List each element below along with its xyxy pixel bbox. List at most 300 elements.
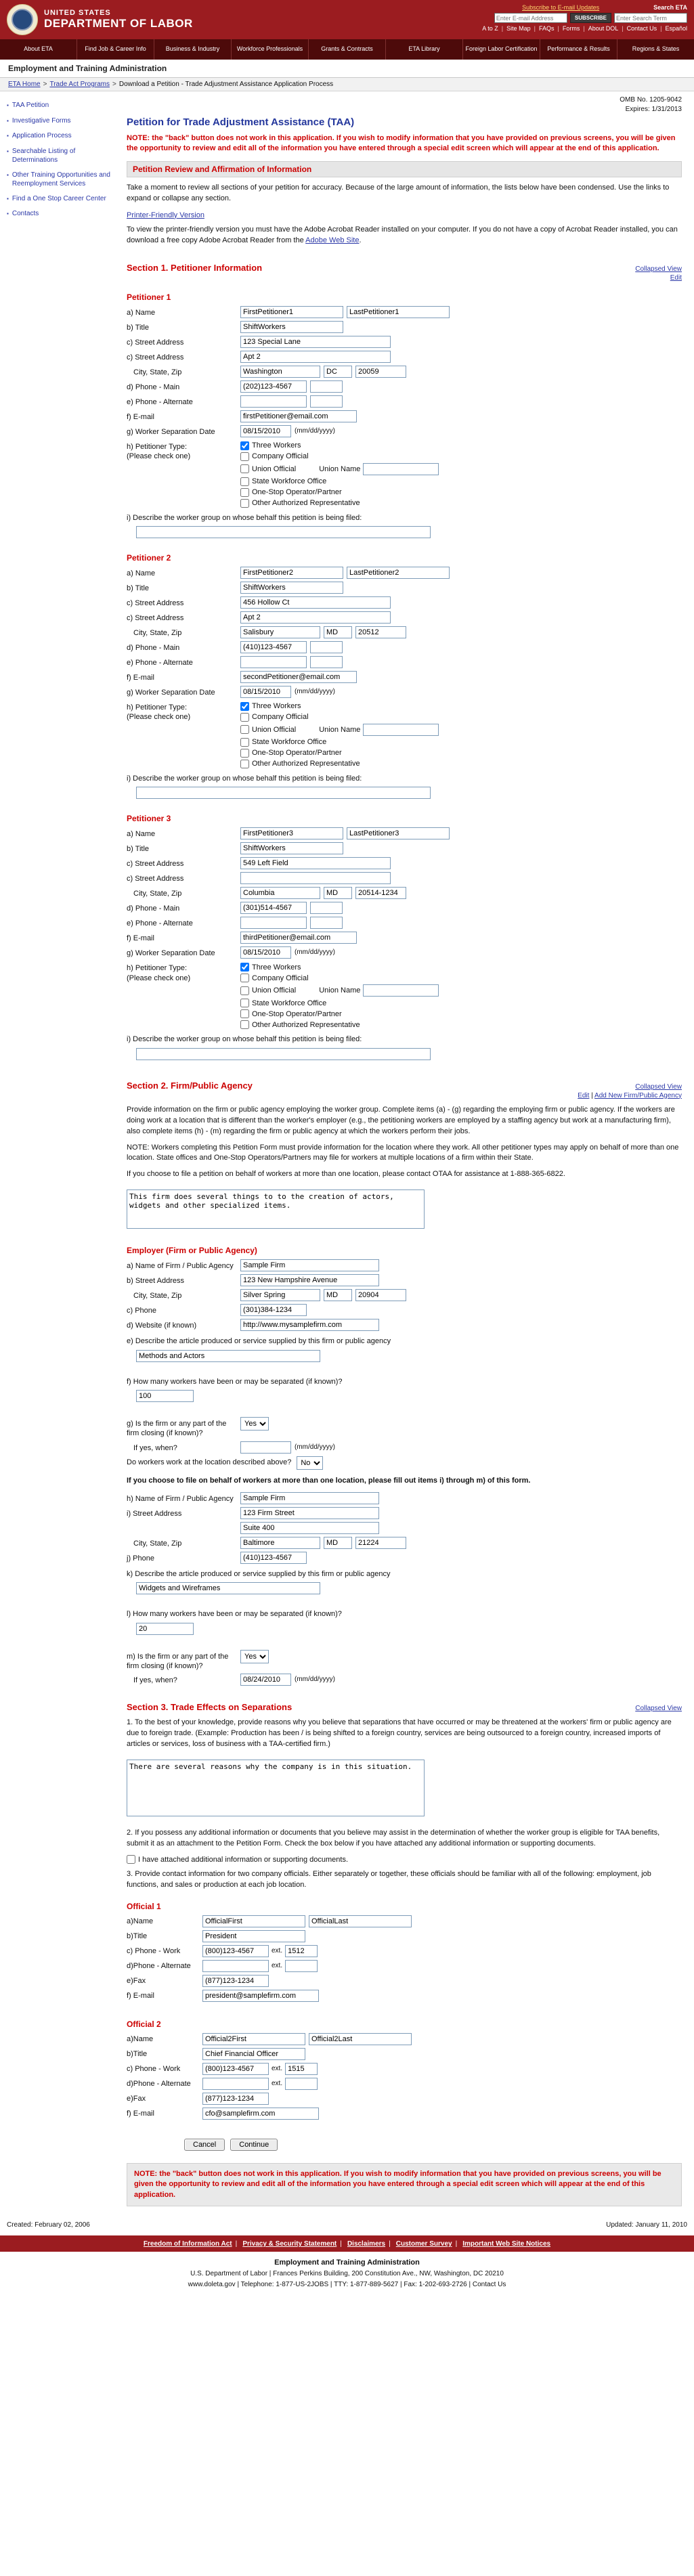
email-label: f) E-mail — [127, 673, 154, 682]
separation-date-label: g) Worker Separation Date — [127, 427, 215, 436]
sidebar-link[interactable]: Other Training Opportunities and Reemployment Services — [12, 171, 110, 188]
bullet-icon: ▪ — [7, 195, 9, 202]
nav-eta-library[interactable]: ETA Library — [386, 39, 463, 60]
section1-title: Section 1. Petitioner Information — [127, 262, 263, 273]
nav-grants-contracts[interactable]: Grants & Contracts — [309, 39, 386, 60]
petitioner-phone-main-ext-input[interactable] — [310, 902, 343, 914]
sidebar-link[interactable]: Find a One Stop Career Center — [12, 194, 106, 202]
sidebar-link[interactable]: TAA Petition — [12, 102, 49, 109]
utility-link-contact-us[interactable]: Contact Us — [626, 25, 657, 32]
section3-question1: 1. To the best of your knowledge, provide reasons why you believe that separations that have occurred or may be threatened at the workers' firm or public agency are due to foreign trade. (Example: Production has been / is being shifted to a foreign country, services are being outsourced to a foreign country, increased imports of articles or services, loss of business with a TAA-certified firm.) — [127, 1718, 672, 1749]
footer-link-website-notices[interactable]: Important Web Site Notices — [462, 2240, 551, 2248]
checkbox-label: One-Stop Operator/Partner — [252, 1009, 342, 1018]
petitioner-phone-main-input[interactable] — [240, 380, 307, 393]
checkbox-label: One-Stop Operator/Partner — [252, 488, 342, 497]
name-label: a)Name — [127, 2035, 154, 2044]
checkbox-label: Three Workers — [252, 441, 301, 450]
worker-group-describe-input[interactable] — [136, 787, 431, 799]
utility-link-faqs[interactable]: FAQs — [539, 25, 555, 32]
petitioner-first-name-input[interactable] — [240, 306, 343, 318]
company-official-checkbox[interactable] — [240, 713, 249, 722]
street-label: c) Street Address — [127, 875, 184, 883]
continue-button[interactable]: Continue — [230, 2139, 278, 2151]
phone-alt-label: e) Phone - Alternate — [127, 658, 193, 667]
worker-group-describe-input[interactable] — [136, 1048, 431, 1060]
attached-documents-checkbox[interactable] — [127, 1855, 135, 1864]
petitioner-heading: Petitioner 1 — [127, 292, 171, 302]
acrobat-paragraph — [127, 225, 682, 246]
ext-label: ext. — [272, 2065, 283, 2073]
union-name-input[interactable] — [363, 984, 439, 997]
adobe-web-site-link[interactable]: Adobe Web Site — [305, 236, 360, 244]
subscribe-email-link[interactable]: Subscribe to E-mail Updates — [522, 4, 600, 11]
dol-seal-logo — [7, 4, 38, 35]
petitioner-zip-input[interactable] — [355, 887, 406, 899]
trade-effects-reason-textarea[interactable] — [127, 1760, 425, 1816]
bullet-icon: ▪ — [7, 211, 9, 217]
firm-closing-select[interactable] — [240, 1417, 269, 1431]
petitioner-title-input[interactable] — [240, 321, 343, 333]
worker-group-describe-label: i) Describe the worker group on whose behalf this petition is being filed: — [127, 774, 362, 783]
pipe-separator: | — [583, 25, 585, 32]
location2-closing-label: m) Is the firm or any part of the firm closing (if known)? — [127, 1652, 229, 1671]
breadcrumb — [0, 78, 694, 91]
utility-link-site-map[interactable]: Site Map — [506, 25, 531, 32]
section3-question3: 3. Provide contact information for two company officials. Either separately or together, these officials should be familiar with all of the following: employment, job functions, and sales or production at each job location. — [127, 1870, 651, 1890]
petitioner-first-name-input[interactable] — [240, 827, 343, 839]
email-label: f) E-mail — [127, 934, 154, 943]
name-label: a) Name — [127, 308, 156, 317]
date-format-hint: (mm/dd/yyyy) — [295, 427, 335, 435]
bullet-icon: ▪ — [7, 102, 9, 108]
multiple-locations-note: If you choose to file on behalf of workers at more than one location, please fill out items i) through m) of this form. — [127, 1476, 531, 1485]
footer-link-privacy[interactable]: Privacy & Security Statement — [242, 2240, 337, 2248]
petitioner-street1-input[interactable] — [240, 596, 391, 609]
type-option-other-authorized-rep[interactable] — [240, 499, 439, 508]
official-last-name-input[interactable] — [309, 1915, 412, 1927]
name-label: a) Name — [127, 830, 156, 839]
utility-link-forms[interactable]: Forms — [562, 25, 580, 32]
review-affirmation-band: Petition Review and Affirmation of Information — [127, 161, 682, 177]
official-title-input[interactable] — [202, 1930, 305, 1942]
official-first-name-input[interactable] — [202, 2033, 305, 2045]
location2-phone-input[interactable] — [240, 1552, 307, 1564]
petitioner-type-options — [240, 961, 439, 1029]
petitioner-street2-input[interactable] — [240, 611, 391, 624]
checkbox-label: State Workforce Office — [252, 477, 327, 486]
pipe-separator: | — [660, 25, 662, 32]
petitioner-type-options — [240, 701, 439, 768]
site-search-input[interactable] — [614, 13, 687, 23]
email-label: f) E-mail — [127, 412, 154, 421]
separation-date-label: g) Worker Separation Date — [127, 949, 215, 958]
main-content — [118, 91, 694, 2217]
type-option-other-authorized-rep[interactable] — [240, 760, 439, 768]
petitioner-street1-input[interactable] — [240, 336, 391, 348]
official-1-block — [127, 1902, 682, 2002]
petitioner-street2-input[interactable] — [240, 351, 391, 363]
petitioner-phone-main-input[interactable] — [240, 641, 307, 653]
official-title-input[interactable] — [202, 2048, 305, 2060]
location2-zip-input[interactable] — [355, 1537, 406, 1549]
petitioner-heading: Petitioner 3 — [127, 814, 171, 824]
union-name-input[interactable] — [363, 463, 439, 475]
spacer — [127, 1522, 240, 1524]
phone-work-label: c) Phone - Work — [127, 2065, 181, 2074]
checkbox-label: State Workforce Office — [252, 999, 327, 1007]
worker-group-describe-input[interactable] — [136, 526, 431, 538]
bullet-icon: ▪ — [7, 133, 9, 139]
checkbox-label: One-Stop Operator/Partner — [252, 749, 342, 758]
three-workers-checkbox[interactable] — [240, 702, 249, 711]
cancel-button[interactable]: Cancel — [184, 2139, 225, 2151]
footer-contact: www.doleta.gov | Telephone: 1-877-US-2JOBS | TTY: 1-877-889-5627 | Fax: 1-202-693-2726 | Contact Us — [188, 2280, 506, 2288]
date-format-hint: (mm/dd/yyyy) — [295, 687, 335, 695]
attached-documents-option[interactable] — [127, 1855, 682, 1864]
petitioner-street2-input[interactable] — [240, 872, 391, 884]
petitioner-city-input[interactable] — [240, 887, 320, 899]
title-label: b)Title — [127, 1932, 148, 1941]
type-option-company-official[interactable] — [240, 452, 439, 461]
street-label: c) Street Address — [127, 613, 184, 622]
type-option-one-stop-operator[interactable] — [240, 488, 439, 497]
section2-otaa-contact: If you choose to file a petition on behalf of workers at more than one location, please contact OTAA for assistance at 1-888-365-6822. — [127, 1170, 565, 1179]
petitioner-heading: Petitioner 2 — [127, 552, 171, 563]
sidebar-item-searchable-listing[interactable] — [7, 147, 114, 165]
phone-alt-label: e) Phone - Alternate — [127, 397, 193, 406]
section1-collapsed-view-link[interactable]: Collapsed View — [635, 265, 682, 273]
official-email-input[interactable] — [202, 1990, 319, 2002]
firm-phone-label: c) Phone — [127, 1307, 157, 1315]
type-option-union-official[interactable] — [240, 986, 296, 995]
nav-regions-states[interactable]: Regions & States — [632, 45, 680, 53]
petitioner-phone-alt-input[interactable] — [240, 656, 307, 668]
pipe-separator: | — [622, 25, 624, 32]
nav-foreign-labor-certification[interactable]: Foreign Labor Certification — [463, 39, 540, 60]
petitioner-email-input[interactable] — [240, 410, 357, 422]
one-stop-operator-checkbox[interactable] — [240, 749, 249, 758]
employer-heading: Employer (Firm or Public Agency) — [127, 1246, 257, 1256]
firm-description-textarea[interactable] — [127, 1189, 425, 1229]
firm-article-label: e) Describe the article produced or service supplied by this firm or public agency — [127, 1337, 391, 1346]
firm-website-input[interactable] — [240, 1319, 379, 1331]
checkbox-label: State Workforce Office — [252, 738, 327, 747]
company-official-checkbox[interactable] — [240, 974, 249, 982]
one-stop-operator-checkbox[interactable] — [240, 1009, 249, 1018]
location2-street1-input[interactable] — [240, 1507, 379, 1519]
sidebar-item-one-stop-career-center[interactable] — [7, 194, 114, 204]
petitioner-phone-alt-input[interactable] — [240, 395, 307, 408]
pipe-separator: | — [557, 25, 559, 32]
petitioner-1-block — [127, 292, 682, 542]
firm-workers-input[interactable] — [136, 1390, 194, 1402]
section2-collapsed-view-link[interactable]: Collapsed View — [635, 1083, 682, 1091]
petitioner-phone-main-ext-input[interactable] — [310, 641, 343, 653]
acrobat-text: To view the printer-friendly version you must have the Adobe Acrobat Reader installed on your computer. If you do not have a copy of Acrobat Reader installed, you can download a free copy Adobe Acrobat Reader from the — [127, 225, 678, 244]
sidebar-item-application-process[interactable] — [7, 131, 114, 141]
printer-friendly-link[interactable]: Printer-Friendly Version — [127, 211, 204, 219]
official-fax-input[interactable] — [202, 1975, 269, 1987]
phone-main-label: d) Phone - Main — [127, 383, 180, 391]
agency-name-line2: DEPARTMENT OF LABOR — [44, 17, 193, 30]
sidebar-link[interactable]: Contacts — [12, 210, 39, 218]
firm-phone-input[interactable] — [240, 1304, 307, 1316]
checkbox-label: Three Workers — [252, 963, 301, 972]
omb-block — [127, 95, 682, 114]
petitioner-phone-alt-ext-input[interactable] — [310, 395, 343, 408]
breadcrumb-current: Download a Petition - Trade Adjustment Assistance Application Process — [118, 81, 334, 88]
firm-street-label: b) Street Address — [127, 1277, 184, 1286]
type-option-three-workers[interactable] — [240, 441, 439, 450]
worker-group-describe-label: i) Describe the worker group on whose behalf this petition is being filed: — [127, 1035, 362, 1044]
street-label: c) Street Address — [127, 338, 184, 347]
official-phone-work-ext-input[interactable] — [285, 2063, 318, 2075]
section1-edit-link[interactable]: Edit — [670, 274, 682, 282]
pipe-separator: | — [389, 2240, 391, 2248]
petitioner-title-input[interactable] — [240, 582, 343, 594]
state-workforce-office-checkbox[interactable] — [240, 477, 249, 486]
footer-link-customer-survey[interactable]: Customer Survey — [395, 2240, 452, 2248]
firm-article-input[interactable] — [136, 1350, 320, 1362]
email-label: f) E-mail — [127, 2110, 154, 2118]
petitioner-zip-input[interactable] — [355, 366, 406, 378]
state-workforce-office-checkbox[interactable] — [240, 999, 249, 1007]
petitioner-phone-alt-ext-input[interactable] — [310, 656, 343, 668]
union-official-checkbox[interactable] — [240, 986, 249, 995]
nav-about-eta[interactable]: About ETA — [0, 39, 77, 60]
petitioner-last-name-input[interactable] — [347, 306, 450, 318]
location2-street2-input[interactable] — [240, 1522, 379, 1534]
checkbox-label: Other Authorized Representative — [252, 760, 360, 768]
admin-bar-title: Employment and Training Administration — [0, 60, 694, 78]
one-stop-operator-checkbox[interactable] — [240, 488, 249, 497]
if-yes-when-label: If yes, when? — [133, 1443, 177, 1452]
section2-edit-link[interactable]: Edit — [578, 1091, 590, 1099]
bottom-note-box — [127, 2163, 682, 2206]
official-phone-alt-ext-input[interactable] — [285, 1960, 318, 1972]
petitioner-first-name-input[interactable] — [240, 567, 343, 579]
section3-title: Section 3. Trade Effects on Separations — [127, 1702, 292, 1713]
official-phone-work-input[interactable] — [202, 1945, 269, 1957]
footer-links — [0, 2235, 694, 2252]
sidebar-link[interactable]: Investigative Forms — [12, 116, 71, 125]
location2-city-input[interactable] — [240, 1537, 320, 1549]
email-subscribe-input[interactable] — [494, 13, 567, 23]
checkbox-label: Union Official — [252, 464, 297, 473]
location2-closing-date-input[interactable] — [240, 1674, 291, 1686]
ext-label: ext. — [272, 1962, 283, 1970]
type-option-state-workforce-office[interactable] — [240, 477, 439, 486]
type-option-one-stop-operator[interactable] — [240, 1009, 439, 1018]
checkbox-label: Company Official — [252, 974, 309, 982]
sidebar-link[interactable]: Application Process — [12, 132, 72, 140]
three-workers-checkbox[interactable] — [240, 441, 249, 450]
petitioner-separation-date-input[interactable] — [240, 946, 291, 959]
type-option-union-official[interactable] — [240, 464, 296, 473]
petitioner-last-name-input[interactable] — [347, 567, 450, 579]
footer-link-disclaimers[interactable]: Disclaimers — [347, 2240, 386, 2248]
firm-website-label: d) Website (if known) — [127, 1322, 197, 1330]
petitioner-street1-input[interactable] — [240, 857, 391, 869]
state-workforce-office-checkbox[interactable] — [240, 738, 249, 747]
nav-performance-results[interactable]: Performance & Results — [540, 39, 617, 60]
petitioner-state-input[interactable] — [324, 626, 352, 638]
petitioner-city-input[interactable] — [240, 626, 320, 638]
union-official-checkbox[interactable] — [240, 725, 249, 734]
petitioner-type-label: h) Petitioner Type: (Please check one) — [127, 703, 191, 722]
type-option-other-authorized-rep[interactable] — [240, 1020, 439, 1029]
street-label: c) Street Address — [127, 860, 184, 869]
type-option-company-official[interactable] — [240, 713, 439, 722]
checkbox-label: Union Official — [252, 725, 297, 734]
type-option-state-workforce-office[interactable] — [240, 738, 439, 747]
street-label: c) Street Address — [127, 598, 184, 607]
subscribe-button[interactable]: SUBSCRIBE — [570, 13, 611, 23]
sidebar-item-other-training[interactable] — [7, 171, 114, 188]
back-button-note-bottom: NOTE: the "back" button does not work in this application. If you wish to modify information that you have provided on previous screens, you will be given the opportunity to review and edit all of the information you have entered through a special edit screen which will appear at the end of this application. — [134, 2170, 662, 2199]
title-label: b)Title — [127, 2050, 148, 2059]
official-phone-alt-input[interactable] — [202, 2078, 269, 2090]
date-format-hint: (mm/dd/yyyy) — [295, 1443, 335, 1451]
nav-business-industry[interactable]: Business & Industry — [154, 39, 232, 60]
updated-date: Updated: January 11, 2010 — [606, 2221, 687, 2229]
location2-name-input[interactable] — [240, 1492, 379, 1504]
petitioner-last-name-input[interactable] — [347, 827, 450, 839]
official-phone-alt-ext-input[interactable] — [285, 2078, 318, 2090]
title-label: b) Title — [127, 845, 150, 854]
type-option-union-official[interactable] — [240, 725, 296, 734]
phone-main-label: d) Phone - Main — [127, 904, 180, 913]
fax-label: e)Fax — [127, 1977, 146, 1986]
firm-city-input[interactable] — [240, 1289, 320, 1301]
other-authorized-rep-checkbox[interactable] — [240, 1020, 249, 1029]
dol-seal-inner — [12, 9, 33, 30]
official-phone-work-ext-input[interactable] — [285, 1945, 318, 1957]
agency-name-line1: UNITED STATES — [44, 9, 111, 17]
official-phone-work-input[interactable] — [202, 2063, 269, 2075]
phone-alt-label: e) Phone - Alternate — [127, 919, 193, 928]
site-header — [0, 0, 694, 39]
location2-state-input[interactable] — [324, 1537, 352, 1549]
footer-org: Employment and Training Administration — [274, 2258, 420, 2267]
type-option-company-official[interactable] — [240, 974, 439, 982]
checkbox-label: Company Official — [252, 452, 309, 461]
sidebar-item-contacts[interactable] — [7, 209, 114, 219]
firm-street-input[interactable] — [240, 1274, 379, 1286]
location2-article-input[interactable] — [136, 1582, 320, 1594]
pipe-separator: | — [534, 25, 536, 32]
petitioner-title-input[interactable] — [240, 842, 343, 854]
workers-at-location-select[interactable] — [297, 1456, 323, 1470]
city-state-zip-label: City, State, Zip — [133, 1292, 182, 1301]
type-option-three-workers[interactable] — [240, 963, 439, 972]
main-nav — [0, 39, 694, 60]
company-official-checkbox[interactable] — [240, 452, 249, 461]
utility-link-espanol[interactable]: Español — [665, 25, 687, 32]
union-name-label: Union Name — [319, 725, 361, 734]
date-format-hint: (mm/dd/yyyy) — [295, 948, 335, 957]
type-option-one-stop-operator[interactable] — [240, 749, 439, 758]
petitioner-separation-date-input[interactable] — [240, 425, 291, 437]
footer-link-foia[interactable]: Freedom of Information Act — [143, 2240, 232, 2248]
location2-name-label: h) Name of Firm / Public Agency — [127, 1495, 234, 1504]
location2-workers-input[interactable] — [136, 1623, 194, 1635]
firm-name-input[interactable] — [240, 1259, 379, 1271]
city-state-zip-label: City, State, Zip — [133, 368, 182, 376]
firm-zip-input[interactable] — [355, 1289, 406, 1301]
petitioner-phone-main-input[interactable] — [240, 902, 307, 914]
utility-link-a-to-z[interactable]: A to Z — [482, 25, 498, 32]
name-label: a)Name — [127, 1917, 154, 1926]
petitioner-type-label: h) Petitioner Type: (Please check one) — [127, 964, 191, 982]
union-name-input[interactable] — [363, 724, 439, 736]
section2-add-new-firm-link[interactable]: Add New Firm/Public Agency — [594, 1091, 682, 1099]
pipe-separator: | — [235, 2240, 238, 2248]
separation-date-label: g) Worker Separation Date — [127, 688, 215, 697]
section3-collapsed-view-link[interactable]: Collapsed View — [635, 1705, 682, 1713]
official-heading: Official 1 — [127, 1902, 161, 1912]
sidebar-item-taa-petition[interactable] — [7, 101, 114, 110]
firm-workers-label: f) How many workers have been or may be separated (if known)? — [127, 1377, 343, 1386]
firm-state-input[interactable] — [324, 1289, 352, 1301]
petitioner-state-input[interactable] — [324, 366, 352, 378]
if-yes-when-label: If yes, when? — [133, 1676, 177, 1685]
sidebar-item-investigative-forms[interactable] — [7, 116, 114, 126]
official-phone-alt-input[interactable] — [202, 1960, 269, 1972]
petitioner-phone-main-ext-input[interactable] — [310, 380, 343, 393]
nav-find-job-career-info[interactable]: Find Job & Career Info — [77, 39, 154, 60]
petitioner-zip-input[interactable] — [355, 626, 406, 638]
bullet-icon: ▪ — [7, 148, 9, 154]
nav-workforce-professionals[interactable]: Workforce Professionals — [232, 39, 309, 60]
ext-label: ext. — [272, 1947, 283, 1955]
phone-alt-label: d)Phone - Alternate — [127, 1962, 191, 1971]
firm-closing-date-input[interactable] — [240, 1441, 291, 1454]
other-authorized-rep-checkbox[interactable] — [240, 760, 249, 768]
utility-link-about-dol[interactable]: About DOL — [588, 25, 619, 32]
back-button-note: NOTE: the "back" button does not work in this application. If you wish to modify information that you have provided on previous screens, you will be given the opportunity to review and edit all of the information you have entered through a special edit screen which will appear at the end of this application. — [127, 134, 676, 153]
petitioner-email-input[interactable] — [240, 671, 357, 683]
petitioner-phone-alt-ext-input[interactable] — [310, 917, 343, 929]
official-last-name-input[interactable] — [309, 2033, 412, 2045]
petitioner-city-input[interactable] — [240, 366, 320, 378]
ext-label: ext. — [272, 2080, 283, 2088]
workers-at-location-label: Do workers work at the location described above? — [127, 1458, 292, 1466]
official-fax-input[interactable] — [202, 2093, 269, 2105]
breadcrumb-separator: > — [43, 81, 47, 88]
type-option-three-workers[interactable] — [240, 702, 439, 711]
email-label: f) E-mail — [127, 1992, 154, 2001]
three-workers-checkbox[interactable] — [240, 963, 249, 972]
pipe-separator: | — [501, 25, 504, 32]
petitioner-email-input[interactable] — [240, 932, 357, 944]
type-option-state-workforce-office[interactable] — [240, 999, 439, 1007]
breadcrumb-trade-act-programs[interactable]: Trade Act Programs — [49, 81, 110, 88]
official-email-input[interactable] — [202, 2108, 319, 2120]
petitioner-separation-date-input[interactable] — [240, 686, 291, 698]
petitioner-2-block — [127, 553, 682, 803]
location2-phone-label: j) Phone — [127, 1554, 154, 1563]
breadcrumb-eta-home[interactable]: ETA Home — [8, 81, 41, 88]
phone-main-label: d) Phone - Main — [127, 643, 180, 652]
petitioner-state-input[interactable] — [324, 887, 352, 899]
union-official-checkbox[interactable] — [240, 464, 249, 473]
official-first-name-input[interactable] — [202, 1915, 305, 1927]
location2-closing-select[interactable] — [240, 1650, 269, 1663]
other-authorized-rep-checkbox[interactable] — [240, 499, 249, 508]
sidebar-link[interactable]: Searchable Listing of Determinations — [12, 147, 76, 164]
petitioner-phone-alt-input[interactable] — [240, 917, 307, 929]
